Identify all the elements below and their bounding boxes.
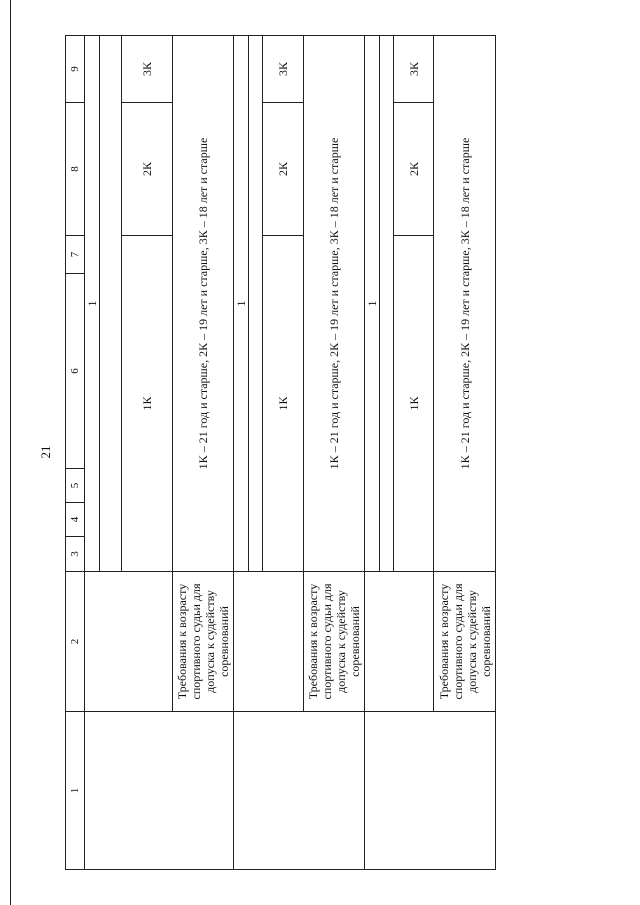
column-number-row <box>66 36 85 870</box>
category-c9: 3К <box>394 36 434 103</box>
count-top-value: 1 <box>234 36 249 572</box>
col-num-7: 7 <box>66 236 85 274</box>
count-label <box>85 572 173 712</box>
category-main: 1К <box>122 236 172 572</box>
category-c9: 3К <box>122 36 172 103</box>
category-main: 1К <box>263 236 303 572</box>
age-value: 1К – 21 год и старше, 2К – 19 лет и старше, 3К – 18 лет и старше <box>434 36 496 572</box>
category-main: 1К <box>394 236 434 572</box>
category-c8: 2К <box>263 103 303 236</box>
col-num-1: 1 <box>66 712 85 870</box>
position-name <box>85 712 234 870</box>
category-c9: 3К <box>263 36 303 103</box>
category-c8: 2К <box>394 103 434 236</box>
blank-cell <box>100 36 122 572</box>
group-1-top-row <box>85 36 100 870</box>
col-num-5: 5 <box>66 469 85 503</box>
position-name <box>234 712 365 870</box>
page-number: 21 <box>38 445 53 459</box>
position-name <box>365 712 496 870</box>
col-num-6: 6 <box>66 274 85 469</box>
group-2-top-row <box>234 36 249 870</box>
count-label <box>234 572 303 712</box>
group-3-top-row <box>365 36 380 870</box>
blank-cell <box>380 36 394 572</box>
count-top-value: 1 <box>365 36 380 572</box>
blank-cell <box>249 36 263 572</box>
age-value: 1К – 21 год и старше, 2К – 19 лет и старше, 3К – 18 лет и старше <box>303 36 364 572</box>
referee-requirements-table <box>65 35 496 870</box>
col-num-8: 8 <box>66 103 85 236</box>
age-label: Требования к возрасту спортивного судьи для допуска к судейству соревнований <box>172 572 233 712</box>
col-num-2: 2 <box>66 572 85 712</box>
count-label <box>365 572 434 712</box>
col-num-4: 4 <box>66 503 85 537</box>
age-label: Требования к возрасту спортивного судьи для допуска к судейству соревнований <box>434 572 496 712</box>
category-c8: 2К <box>122 103 172 236</box>
col-num-9: 9 <box>66 36 85 103</box>
col-num-3: 3 <box>66 537 85 572</box>
count-top-value: 1 <box>85 36 100 572</box>
age-label: Требования к возрасту спортивного судьи для допуска к судейству соревнований <box>303 572 364 712</box>
age-value: 1К – 21 год и старше, 2К – 19 лет и старше, 3К – 18 лет и старше <box>172 36 233 572</box>
